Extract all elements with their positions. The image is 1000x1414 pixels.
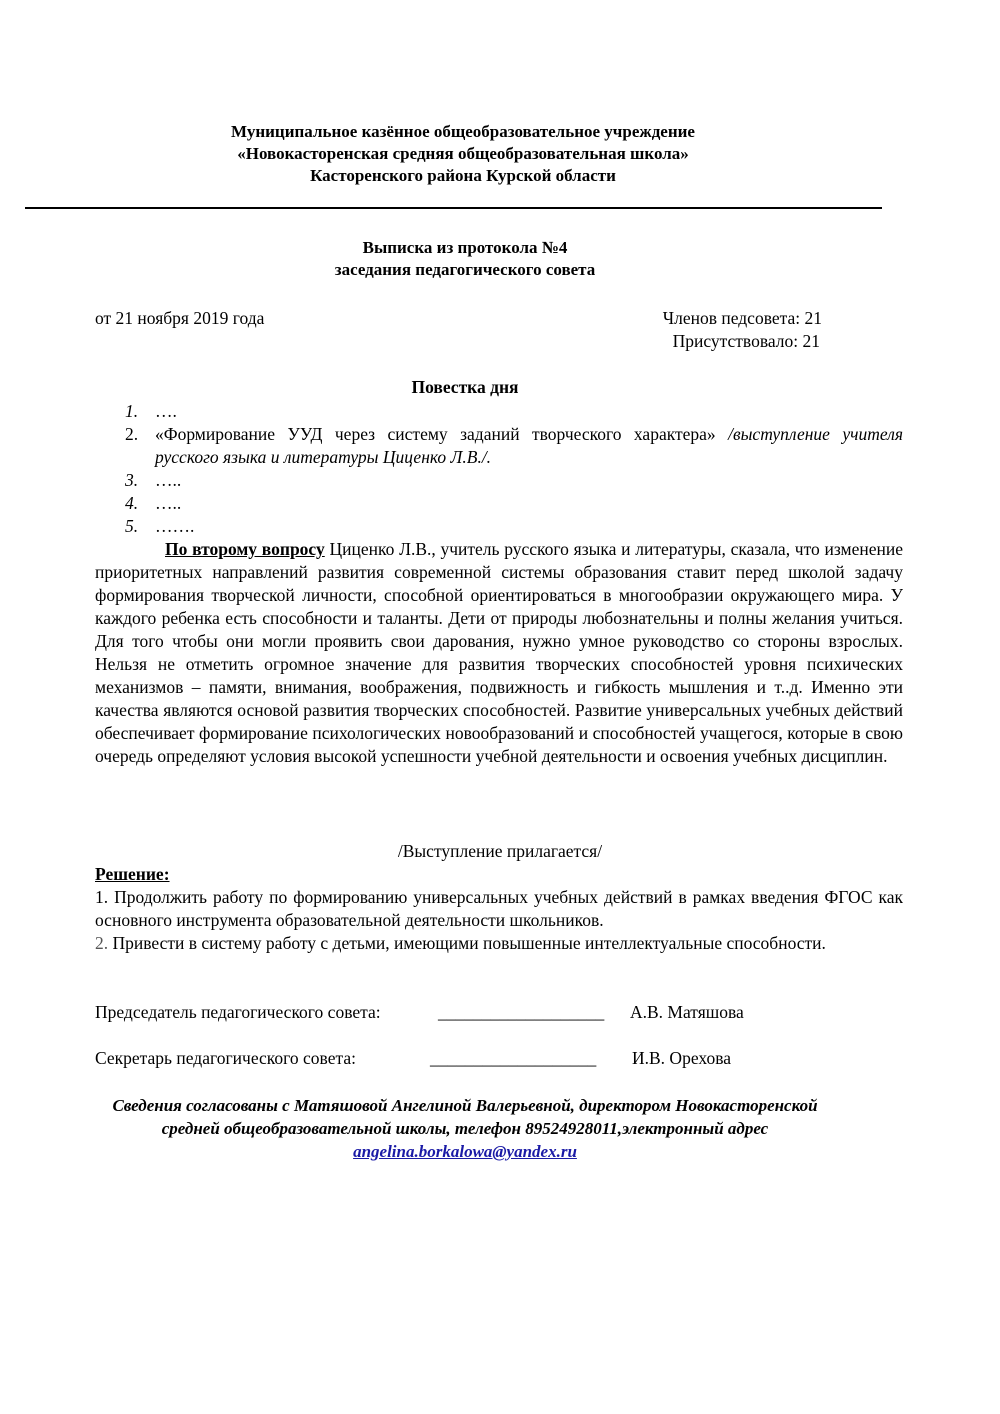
chair-signature-line: ___________________	[438, 1002, 605, 1022]
title-line-2: заседания педагогического совета	[334, 260, 596, 279]
attachment-note: /Выступление прилагается/	[397, 841, 603, 861]
secretary-name: И.В. Орехова	[632, 1048, 731, 1068]
institution-line-3: Касторенского района Курской области	[310, 166, 616, 185]
discussion-text: Циценко Л.В., учитель русского языка и литературы, сказала, что изменение приоритетных направлений развития современной системы образования ставит перед школой задачу формирования творческой личности, способной ориентироваться в многообразии окружающего мира. У каждого ребенка есть способности и таланты. Дети от природы любознательны и полны желания учиться. Для того чтобы они могли проявить свои дарования, нужно умное руководство со стороны взрослых. Нельзя не отметить огромное значение для развития творческих способностей уровня психических механизмов – памяти, внимания, воображения, подвижность и гибкость мышления и т..д. Именно эти качества являются основой развития творческих способностей. Развитие универсальных учебных действий обеспечивает формирование психологических новообразований и способностей учащегося, которые в свою очередь определяют условия высокой успешности учебной деятельности и освоения учебных дисциплин.	[95, 539, 904, 766]
institution-line-1: Муниципальное казённое общеобразовательное учреждение	[231, 122, 695, 141]
agenda-item-2	[155, 423, 903, 469]
decision-item-2-text: Привести в систему работу с детьми, имеющими повышенные интеллектуальные способности.	[108, 933, 826, 953]
decision-item-2-number: 2.	[95, 933, 109, 953]
agenda-item-4-number: 4.	[125, 493, 139, 513]
agenda-item-2-number: 2.	[125, 424, 139, 444]
header-divider	[25, 207, 882, 209]
institution-header	[113, 121, 813, 187]
discussion-lead: По второму вопросу	[165, 539, 325, 559]
agenda-item-2-text: «Формирование УУД через систему заданий творческого характера»	[155, 424, 716, 444]
secretary-label: Секретарь педагогического совета:	[95, 1048, 356, 1068]
agenda-item-5-text: …….	[155, 516, 195, 536]
members-count: Членов педсовета: 21	[662, 308, 822, 328]
decision-heading: Решение:	[95, 864, 170, 884]
agenda-item-4-text: …..	[155, 493, 182, 513]
institution-line-2: «Новокасторенская средняя общеобразовательная школа»	[237, 144, 689, 163]
decision-item-2	[95, 932, 903, 955]
agenda-item-3-text: …..	[155, 470, 182, 490]
agenda-heading: Повестка дня	[411, 377, 519, 397]
agenda-item-1-number: 1.	[125, 401, 139, 421]
approval-line-1: Сведения согласованы с Матяшовой Ангелиной Валерьевной, директором Новокасторенской	[112, 1096, 818, 1115]
chair-label: Председатель педагогического совета:	[95, 1002, 381, 1022]
secretary-signature-line: ___________________	[430, 1048, 597, 1068]
decision-item-1: 1. Продолжить работу по формированию универсальных учебных действий в рамках введения ФГОС как основного инструмента образовательной деятельности школьников.	[95, 887, 903, 930]
email-link[interactable]: angelina.borkalowa@yandex.ru	[353, 1142, 577, 1161]
approval-line-2: средней общеобразовательной школы, телефон 89524928011,электронный адрес	[161, 1119, 769, 1138]
agenda-item-1-text: ….	[155, 401, 177, 421]
agenda-item-3-number: 3.	[125, 470, 139, 490]
chair-name: А.В. Матяшова	[630, 1002, 744, 1022]
approval-note	[25, 1094, 905, 1163]
present-count: Присутствовало: 21	[672, 331, 820, 351]
document-title	[215, 237, 715, 281]
discussion-paragraph	[95, 538, 903, 768]
title-line-1: Выписка из протокола №4	[362, 238, 568, 257]
agenda-item-2-note: /выступление учителя русского языка и литературы Циценко Л.В./.	[155, 424, 903, 467]
meeting-date: от 21 ноября 2019 года	[95, 308, 265, 328]
agenda-item-5-number: 5.	[125, 516, 139, 536]
